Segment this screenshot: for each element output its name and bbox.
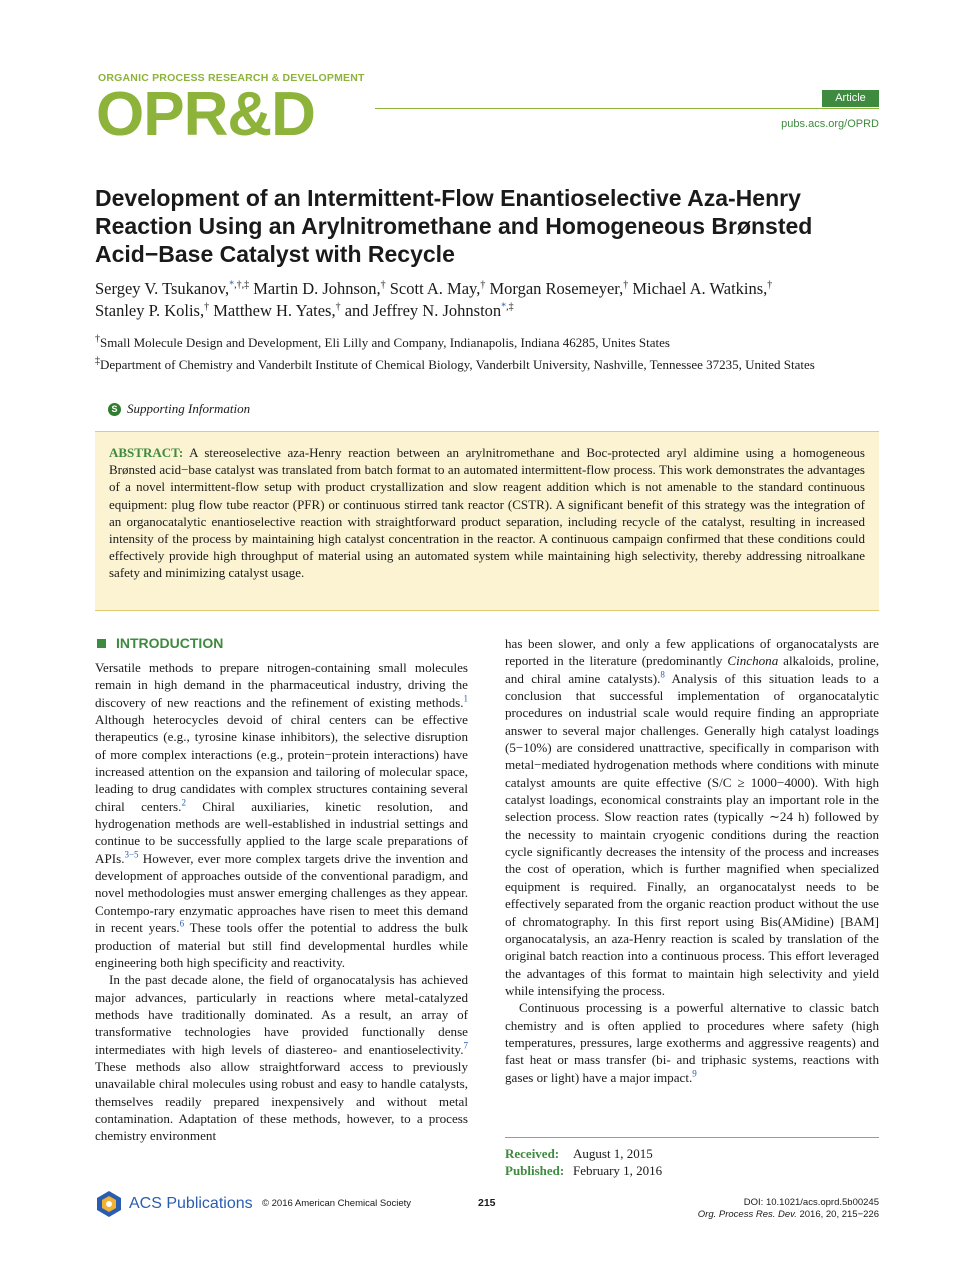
- affiliation-mark: ‡: [95, 355, 100, 367]
- corresponding-author-mark[interactable]: *: [229, 279, 235, 291]
- intro-paragraph-3: Continuous processing is a powerful alternative to classic batch chemistry and is often applied to procedures where safety (high temperatures, pressures, large exotherms and aggressive reagents) and fast heat or mass transfer (bi- and triphasic systems, reactions with gases or light) have a major impact.$^9$: [505, 1000, 879, 1085]
- acs-publications-logo[interactable]: [95, 1190, 253, 1218]
- journal-name: ORGANIC PROCESS RESEARCH & DEVELOPMENT: [98, 72, 365, 84]
- affiliation-text: Small Molecule Design and Development, Eli Lilly and Company, Indianapolis, Indiana 46285, Unites States: [100, 335, 670, 350]
- citation-journal: Org. Process Res. Dev.: [697, 1209, 797, 1220]
- author-affiliation-marks: †: [204, 301, 210, 313]
- author-name[interactable]: [489, 279, 628, 298]
- author-text: Matthew H. Yates,: [213, 301, 336, 320]
- published-value: February 1, 2016: [573, 1163, 663, 1178]
- intro-paragraph-1: Versatile methods to prepare nitrogen-containing small molecules remain in high demand in the pharmaceutical industry, driving the discovery of new reactions and the refinement of existing methods.$^1$ Although heterocycles devoid of chiral centers can be effective therapeutics (e.g., tyrosine kinase inhibitors), the selective disruption of more complex interactions (e.g., protein−protein interactions) have increased attention on the expansion and tailoring of molecular space, leading to drug candidates with complex structures containing several chiral centers.$^2$ Chiral auxiliaries, kinetic resolution, and hydrogenation methods are well-established in industrial settings and continue to be successfully applied to the large scale preparations of APIs.$^{3-5}$ However, ever more complex targets drive the invention and development of approaches outside of the conventional paradigm, and novel methodologies must answer emerging challenges as they appear. Contempo-rary enzymatic approaches have risen to meet this demand in recent years.$^6$ These tools offer the potential to address the bulk production of material but still find developmental hurdles while engineering both high specificity and reactivity.: [95, 660, 468, 970]
- affiliation-1: [95, 334, 880, 351]
- section-heading-introduction: [97, 635, 223, 651]
- body-column-right: [505, 635, 879, 1086]
- citation: [640, 1209, 879, 1221]
- italic-term: Cinchona: [727, 653, 779, 669]
- reference-citation[interactable]: 9: [692, 1068, 697, 1079]
- author-list: [95, 278, 885, 322]
- author-affiliation-marks: †: [767, 279, 773, 291]
- reference-citation[interactable]: 2: [181, 797, 186, 808]
- received-value: August 1, 2015: [573, 1146, 653, 1161]
- published-label: Published:: [505, 1163, 565, 1178]
- section-square-icon: [97, 639, 106, 648]
- doi-citation: [640, 1197, 879, 1221]
- author-affiliation-marks: *,‡: [501, 301, 514, 313]
- author-text: Martin D. Johnson,: [253, 279, 381, 298]
- author-name[interactable]: [95, 301, 209, 320]
- page-number: 215: [478, 1197, 496, 1209]
- author-affiliation-marks: †: [623, 279, 629, 291]
- author-text: Scott A. May,: [389, 279, 481, 298]
- author-text: Michael A. Watkins,: [632, 279, 768, 298]
- author-affiliation-marks: †: [380, 279, 386, 291]
- article-title: Development of an Intermittent-Flow Enantioselective Aza-Henry Reaction Using an Arylnitromethane and Homogeneous Brønsted Acid−Base Catalyst with Recycle: [95, 185, 813, 267]
- affiliation-2: [95, 356, 880, 373]
- reference-citation[interactable]: 1: [463, 693, 468, 704]
- reference-citation[interactable]: 8: [660, 669, 665, 680]
- abstract-text: A stereoselective aza-Henry reaction between an arylnitromethane and Boc-protected aryl aldimine using a homogeneous Brønsted acid−base catalyst was translated from batch format to an automated intermittent-flow process. This work demonstrates the advantages of a novel intermittent-flow setup with product crystallization and slow reagent addition which is not amenable to the standard continuous equipment: plug flow tube reactor (PFR) or continuous stirred tank reactor (CSTR). A significant benefit of this strategy was the integration of an organocatalytic enantioselective reaction with straightforward product separation, including recycle of the catalyst, resulting in increased intensity of the process by maintaining high catalyst concentration in the reactor. A continuous campaign confirmed that these conditions could effectively provide high throughput of material using an automated system while maintaining high selectivity, thereby addressing nitroalkane safety and minimizing catalyst usage.: [109, 445, 865, 581]
- reference-citation[interactable]: 6: [179, 918, 185, 929]
- author-name[interactable]: [95, 279, 249, 298]
- abstract-label: ABSTRACT:: [109, 445, 184, 460]
- author-affiliation-marks: †: [480, 279, 486, 291]
- affiliation-mark: †: [95, 333, 100, 345]
- corresponding-author-mark[interactable]: *: [501, 301, 507, 313]
- received-date: [505, 1146, 653, 1162]
- intro-paragraph-2: In the past decade alone, the field of organocatalysis has achieved major advances, particularly in reactions where metal-catalyzed methods have traditionally dominated. As a result, an array of transformative technologies have provided functionally dense intermediates with high levels of diastereo- and enantioselectivity.$^7$ These methods also allow straightforward access to previously unavailable chiral molecules using robust and easy to handle catalysts, themselves readily prepared inexpensively and without metal contamination. Adaptation of these methods, however, to a process chemistry environment: [95, 972, 468, 1144]
- author-name[interactable]: [632, 279, 772, 298]
- body-column-left: [95, 659, 468, 1145]
- author-affiliation-marks: *,†,‡: [229, 279, 250, 291]
- received-label: Received:: [505, 1146, 560, 1161]
- published-date: [505, 1163, 662, 1179]
- author-name[interactable]: [390, 279, 486, 298]
- publisher-name: ACS Publications: [129, 1195, 253, 1212]
- author-text: Morgan Rosemeyer,: [489, 279, 624, 298]
- copyright: © 2016 American Chemical Society: [262, 1198, 412, 1209]
- citation-details: 2016, 20, 215−226: [799, 1209, 879, 1220]
- author-name[interactable]: [253, 279, 385, 298]
- author-name[interactable]: [213, 301, 340, 320]
- author-text: Sergey V. Tsukanov,: [95, 279, 230, 298]
- journal-logo: OPR&D: [96, 80, 315, 149]
- journal-url-link[interactable]: pubs.acs.org/OPRD: [781, 118, 879, 130]
- section-title: INTRODUCTION: [116, 635, 224, 651]
- affiliation-text: Department of Chemistry and Vanderbilt Institute of Chemical Biology, Vanderbilt University, Nashville, Tennessee 37235, United States: [100, 357, 815, 372]
- reference-citation[interactable]: 7: [463, 1040, 468, 1051]
- reference-citation[interactable]: 3−5: [124, 849, 139, 860]
- author-affiliation-marks: †: [335, 301, 341, 313]
- author-name[interactable]: [345, 301, 514, 320]
- intro-paragraph-2-continued: has been slower, and only a few applications of organocatalysts are reported in the literature (predominantly Cinchona alkaloids, proline, and chiral amine catalysts).$^8$ Analysis of this situation leads to a conclusion that successful implementation of organocatalytic procedures on industrial scale would require finding an appropriate answer to several major challenges. Generally high catalyst loadings (5−10%) are considered unattractive, specifically in comparison with metal−mediated hydrogenation methods where conditions with minute catalyst amounts are quite effective (S/C ≥ 1000−4000). With high catalyst loadings, economical constraints play an important role in the selection process. Slow reaction rates (typically ∼24 h) followed by the necessity to maintain cryogenic conditions during the reaction cycle significantly decreases the intensity of the process and increases the cost of operation, which is further magnified when specialized equipment is required. Finally, an organocatalyst needs to be effectively separated from the organic reaction product without the use of chromatography. In this first report using Bis(AMidine) [BAM] organocatalysis, an aza-Henry reaction is scaled by translation of the original batch reaction into a continuous process. This effort leveraged the advantages of this format to maintain high selectivity and yield while intensifying the process.: [505, 636, 879, 998]
- dates-rule: [505, 1137, 879, 1138]
- supporting-info-icon: S: [108, 403, 121, 416]
- header-rule: [375, 108, 879, 109]
- supporting-info-label: Supporting Information: [127, 401, 251, 416]
- doi[interactable]: DOI: 10.1021/acs.oprd.5b00245: [743, 1197, 879, 1208]
- author-text: and Jeffrey N. Johnston: [344, 301, 502, 320]
- article-type-badge: Article: [822, 90, 879, 107]
- author-text: Stanley P. Kolis,: [95, 301, 205, 320]
- supporting-information-link[interactable]: [108, 401, 250, 417]
- acs-hexagon-icon: [95, 1190, 123, 1218]
- abstract-box: [95, 431, 879, 611]
